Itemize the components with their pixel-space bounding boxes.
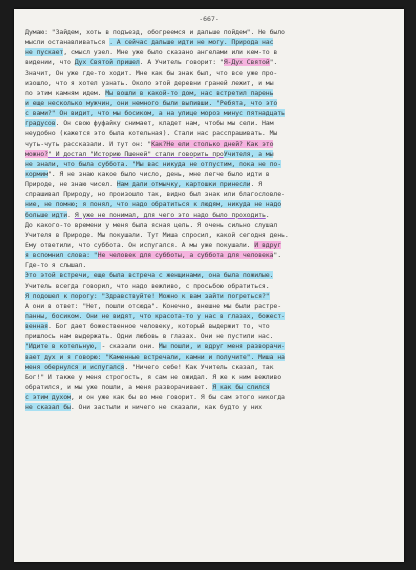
text-segment: . "Ничего себе! Как Учитель сказал, так (124, 362, 274, 371)
text-line (25, 220, 397, 230)
highlighted-text: кормим (25, 169, 48, 178)
text-line (25, 291, 397, 301)
text-line (25, 321, 397, 331)
text-line (25, 98, 397, 108)
text-segment: спрашивал Природу, но произошло так, видно был знак или благословле- (25, 190, 285, 199)
document-page (14, 9, 404, 562)
text-line (25, 78, 397, 88)
highlighted-text: с этим духом (25, 393, 71, 402)
text-line (25, 341, 397, 351)
text-segment: . А Учитель говорит: " (139, 58, 224, 67)
text-line (25, 159, 397, 169)
body-text (25, 27, 397, 412)
highlighted-text: ние, не помню; я понял, что надо обратиться к людям, никуда не надо (25, 200, 282, 209)
text-segment: Природе, не знаю чисел. (25, 180, 117, 189)
highlighted-text: Я как бы слился (212, 382, 270, 391)
text-segment: Учителя в Природе. Мы покушали. Тут Миша спросил, какой сегодня день. (25, 230, 289, 239)
text-line (25, 352, 397, 362)
highlighted-text: и еще несколько мужчин, они немного были выпивши. "Ребята, что это (25, 98, 278, 107)
text-line (25, 301, 397, 311)
text-line (25, 382, 397, 392)
highlighted-text: порогу: "Здравствуйте! Можно к вам зайти погреться?" (70, 291, 270, 300)
highlighted-text: с вами?" Он видит, что мы босиком, а на улице мороз минус пятнадцать (25, 109, 285, 118)
highlighted-text: И вдруг (254, 240, 282, 249)
text-segment: обратился, и мы уже пошли, а меня разворачивает. (25, 382, 213, 391)
text-line (25, 128, 397, 138)
text-line (25, 210, 397, 220)
highlighted-text: Я подошел к (25, 291, 71, 300)
highlighted-text: Мы вошли в какой-то дом, нас встретил парень (105, 88, 274, 97)
text-segment: Учитель всегда говорил, что надо вежливо, с просьбою обратиться. (25, 281, 270, 290)
highlighted-text: Учителя, а мы (223, 149, 274, 158)
text-segment: пришлось нам выдержать. Одни любовь в глазах. Они не пустили нас. (25, 332, 274, 341)
text-line (25, 230, 397, 240)
text-segment: . Бог дает божественное человеку, который выдержит то, что (47, 322, 270, 331)
text-line (25, 362, 397, 372)
text-line (25, 392, 397, 402)
text-segment: Я уже не понимал, для чего это надо было проходить (74, 210, 266, 219)
text-line (25, 281, 397, 291)
text-line (25, 169, 397, 179)
highlighted-text: . А сейчас дальше идти не могу. Природа нас (109, 38, 274, 47)
text-segment: Значит, Он уже где-то ходит. Мне как бы знак был, что все уже про- (25, 68, 278, 77)
text-line (25, 149, 397, 159)
highlighted-text: не знали, что была суббота. "Мы вас никуда не отпустим, пока не по- (25, 159, 282, 168)
highlighted-text: Это этой встречи, еще была встреча с женщинами, она была пожилые. (25, 271, 274, 280)
text-segment: Думаю: "Зайдем, хоть в подъезд, обогреемся и дальше пойдем". Не было (25, 28, 285, 36)
text-line (25, 372, 397, 382)
text-line (25, 260, 397, 270)
text-line (25, 311, 397, 321)
highlighted-text: Миша на (258, 352, 285, 361)
highlighted-text: Не человек для субботы, а суббота для человека (97, 251, 274, 260)
text-segment: - сказали они. (101, 342, 159, 351)
text-segment: изошло, что я хотел узнать. Около этой деревни граней лежит, и мы (25, 78, 274, 87)
highlighted-text: Дух Святой пришел (74, 58, 140, 67)
text-segment: Ему ответили, что суббота. Он испугался. А мы уже покушали. (25, 240, 255, 249)
text-line (25, 270, 397, 280)
highlighted-text: больше идти (25, 210, 68, 219)
text-segment: " И достал "Историю Пшеней" стали говорить про (47, 149, 224, 158)
text-segment: по этим камням идем. (25, 88, 106, 97)
text-segment: неудобно (кажется это была котельная). Стали нас расспрашивать. Мы (25, 129, 278, 138)
highlighted-text: вает дух и я говорю: "Каменные встречали, камни и получите". (25, 352, 259, 361)
text-segment: . Я (250, 180, 262, 189)
text-line (25, 88, 397, 98)
text-line (25, 57, 397, 67)
text-segment: Где-то я слышал. (25, 261, 87, 270)
text-segment: ". (269, 58, 278, 67)
text-segment: . (67, 210, 75, 219)
text-line (25, 27, 397, 37)
text-segment: , смысл узел. Мне уже было сказано ангелами или кем-то в (63, 48, 278, 57)
page-number: -667- (199, 15, 219, 23)
text-segment: чуть-чуть рассказали. И тут он: " (25, 139, 152, 148)
highlighted-text: Я-Дух Святой (223, 58, 270, 67)
text-line (25, 250, 397, 260)
text-line (25, 189, 397, 199)
text-segment: видении, что (25, 58, 75, 67)
highlighted-text: Нам дали отмычку, картошки принесли (116, 180, 251, 189)
text-line (25, 199, 397, 209)
highlighted-text: Как?Не ели столько дней? Как это (151, 139, 274, 148)
text-segment: . (265, 210, 270, 219)
highlighted-text: "Идите в котельную, (25, 342, 102, 351)
highlighted-text: можно? (25, 149, 48, 158)
text-line (25, 139, 397, 149)
highlighted-text: я вспомнил слова: " (25, 251, 98, 260)
text-segment: Бог!" И также у меня строгость, я сам не ожидал. Я же к ним вежливо (25, 372, 282, 381)
text-line (25, 118, 397, 128)
highlighted-text: панны, босиком. Они не видят, что красота-то у нас в глазах, божест- (25, 311, 285, 320)
highlighted-text: не сказал бы (25, 403, 71, 412)
text-segment: , и он уже как бы во мне говорит. Я бы сам этого никогда (70, 393, 285, 402)
text-line (25, 47, 397, 57)
text-segment: . Они застыли и ничего не сказали, как будто у них (70, 403, 262, 412)
text-segment: ". Я не знаю какое было число, день, мне легче было идти в (47, 169, 270, 178)
text-line (25, 240, 397, 250)
text-segment: . Он свою фуфайку снимает, кладет нам, чтобы мы сели. Нам (55, 119, 274, 128)
text-line (25, 179, 397, 189)
highlighted-text: не пускает (25, 48, 64, 57)
highlighted-text: Мы пошли, и вдруг меня разворачи- (158, 342, 285, 351)
text-segment: ". (273, 251, 282, 260)
highlighted-text: меня обернулся и испугался (25, 362, 125, 371)
text-line (25, 37, 397, 47)
text-segment: А они в ответ: "Нет, пошли отсюда". Конечно, внешне мы были растре- (25, 301, 282, 310)
text-line (25, 331, 397, 341)
text-segment: До какого-то времени у меня была ясная цель. Я очень сильно слушал (25, 220, 278, 229)
text-line (25, 68, 397, 78)
highlighted-text: градусов (25, 119, 56, 128)
text-line (25, 402, 397, 412)
text-line (25, 108, 397, 118)
text-segment: мысли останавливаться (25, 38, 110, 47)
highlighted-text: венная (25, 322, 48, 331)
